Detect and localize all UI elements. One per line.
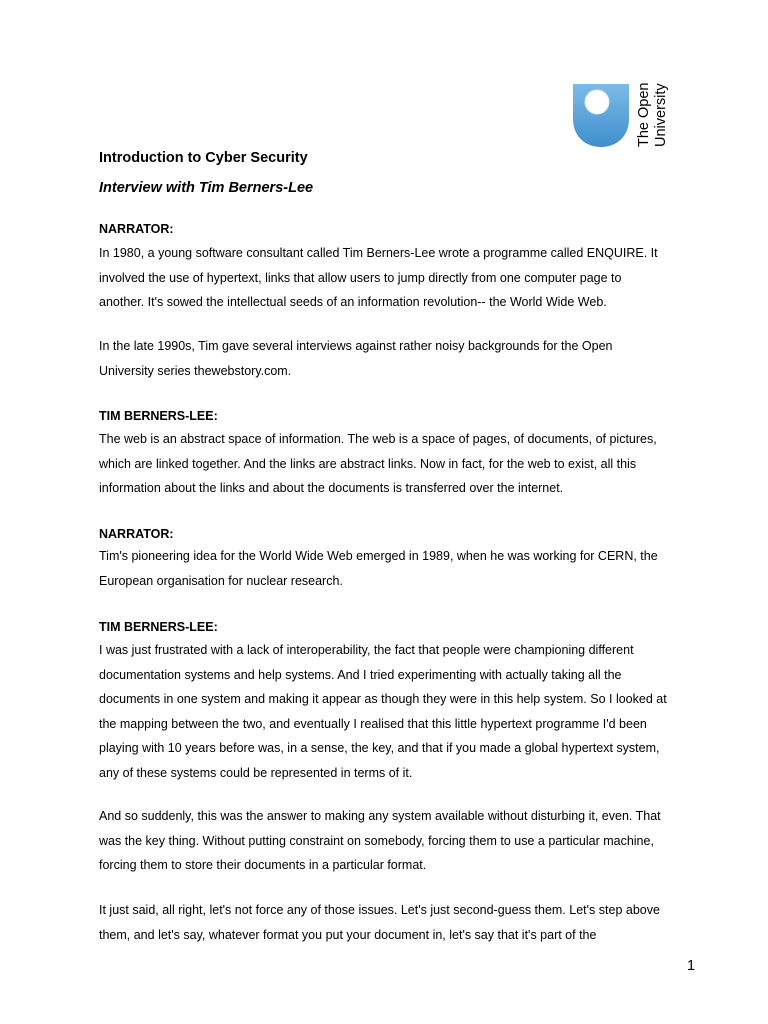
paragraph: In 1980, a young software consultant called Tim Berners-Lee wrote a programme called ENQUIRE. It involved the use of hypertext, links that allow users to jump directly from one computer page to another. It's sowed the intellectual seeds of an information revolution-- the World Wide Web. bbox=[99, 246, 658, 309]
logo-wordmark bbox=[632, 84, 674, 148]
document-title: Introduction to Cyber Security bbox=[99, 150, 308, 166]
logo-line-1: The Open bbox=[636, 82, 652, 147]
document-subtitle: Interview with Tim Berners-Lee bbox=[99, 180, 314, 196]
speaker-label: NARRATOR: bbox=[99, 527, 174, 541]
paragraph: I was just frustrated with a lack of interoperability, the fact that people were championing different documentation systems and help systems. And I tried experimenting with actually taking all the documents in one system and making it appear as though they were in this help system. So I looked at the mapping between the two, and eventually I realised that this little hypertext programme I'd been playing with 10 years before was, in a sense, the key, and that if you made a global hypertext system, any of these systems could be represented in terms of it. bbox=[99, 643, 667, 780]
shield-icon bbox=[571, 83, 631, 149]
page-number: 1 bbox=[687, 958, 696, 974]
speaker-label: TIM BERNERS-LEE: bbox=[99, 409, 218, 423]
paragraph: The web is an abstract space of information. The web is a space of pages, of documents, of pictures, which are linked together. And the links are abstract links. Now in fact, for the web to exist, all this information about the links and about the documents is transferred over the internet. bbox=[99, 432, 657, 495]
speaker-label: TIM BERNERS-LEE: bbox=[99, 620, 218, 634]
logo-line-2: University bbox=[653, 83, 669, 147]
speaker-label: NARRATOR: bbox=[99, 222, 174, 236]
paragraph: Tim's pioneering idea for the World Wide Web emerged in 1989, when he was working for CERN, the European organisation for nuclear research. bbox=[99, 549, 658, 588]
paragraph: And so suddenly, this was the answer to making any system available without disturbing it, even. That was the key thing. Without putting constraint on somebody, forcing them to use a particular machine, forcing them to store their documents in a particular format. bbox=[99, 809, 661, 872]
paragraph: In the late 1990s, Tim gave several interviews against rather noisy backgrounds for the Open University series thewebstory.com. bbox=[99, 339, 613, 378]
paragraph: It just said, all right, let's not force any of those issues. Let's just second-guess them. Let's step above them, and let's say, whatever format you put your document in, let's say that it's part of the bbox=[99, 903, 660, 942]
